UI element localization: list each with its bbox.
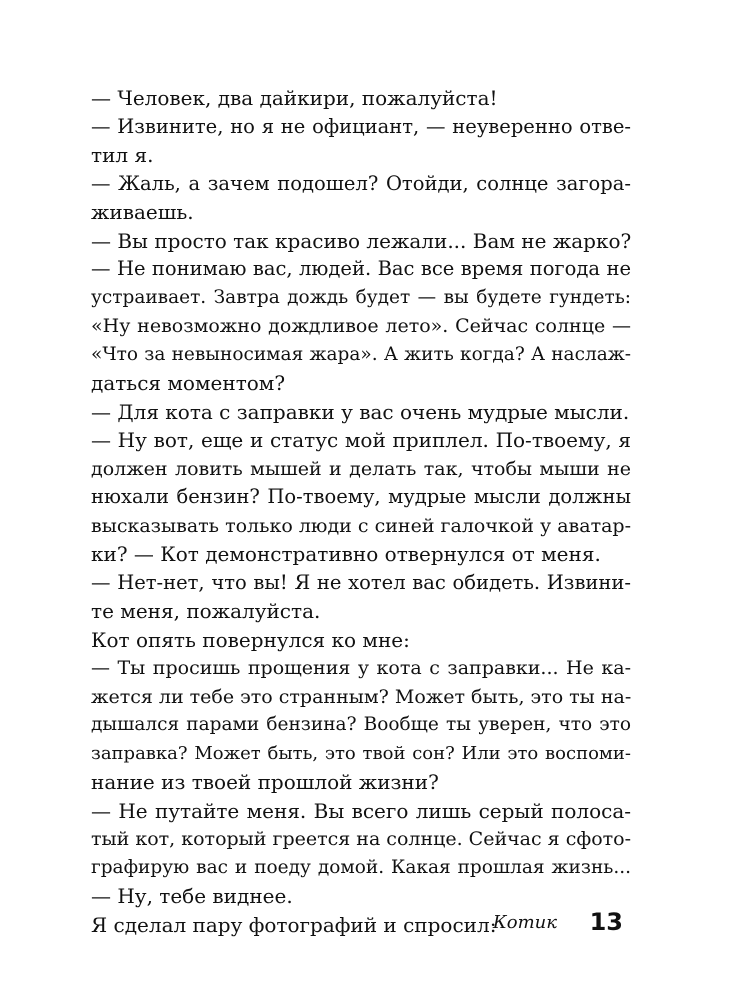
text-line: — Вы просто так красиво лежали... Вам не жарко? bbox=[91, 228, 632, 253]
text-line: устраивает. Завтра дождь будет — вы будете гундеть: bbox=[91, 286, 631, 308]
text-line: — Жаль, а зачем подошел? Отойди, солнце загора- bbox=[91, 171, 631, 195]
text-line: жется ли тебе это странным? Может быть, это ты на- bbox=[91, 685, 632, 708]
text-line: нание из твоей прошлой жизни? bbox=[91, 770, 439, 794]
text-line: должен ловить мышей и делать так, чтобы мыши не bbox=[91, 457, 631, 480]
text-line: — Извините, но я не официант, — неуверенно отве- bbox=[91, 114, 631, 138]
text-line: те меня, пожалуйста. bbox=[91, 599, 321, 623]
text-line: Кот опять повернулся ко мне: bbox=[91, 627, 410, 652]
text-line: «Ну невозможно дождливое лето». Сейчас солнце — bbox=[91, 315, 631, 337]
text-line: — Человек, два дайкири, пожалуйста! bbox=[91, 86, 498, 110]
text-line: даться моментом? bbox=[91, 371, 286, 395]
page-footer bbox=[0, 906, 743, 946]
text-line: тый кот, который греется на солнце. Сейчас я сфото- bbox=[91, 828, 632, 850]
text-line: — Не путайте меня. Вы всего лишь серый полоса- bbox=[91, 798, 631, 823]
running-title: Котик bbox=[492, 912, 557, 933]
body-text bbox=[91, 84, 631, 939]
text-line: — Ну вот, еще и статус мой приплел. По-твоему, я bbox=[91, 428, 631, 452]
text-line: — Не понимаю вас, людей. Вас все время погода не bbox=[91, 257, 631, 280]
text-line: Я сделал пару фотографий и спросил: bbox=[91, 912, 497, 937]
page-number: 13 bbox=[589, 908, 623, 936]
text-line: — Ты просишь прощения у кота с заправки... Не ка- bbox=[91, 657, 631, 679]
text-line: высказывать только люди с синей галочкой у аватар- bbox=[91, 514, 631, 537]
text-line: заправка? Может быть, это твой сон? Или это воспоми- bbox=[91, 742, 631, 764]
text-line: живаешь. bbox=[91, 200, 194, 224]
text-line: графирую вас и поеду домой. Какая прошлая жизнь... bbox=[91, 856, 631, 878]
text-line: «Что за невыносимая жара». А жить когда? А наслаж- bbox=[91, 343, 631, 365]
text-line: дышался парами бензина? Вообще ты уверен, что это bbox=[91, 714, 631, 735]
text-line: — Нет-нет, что вы! Я не хотел вас обидеть. Извини- bbox=[91, 570, 631, 594]
text-line: нюхали бензин? По-твоему, мудрые мысли должны bbox=[91, 485, 631, 508]
text-line: — Для кота с заправки у вас очень мудрые мысли. bbox=[91, 399, 630, 424]
text-line: ки? — Кот демонстративно отвернулся от меня. bbox=[91, 542, 601, 566]
text-line: — Ну, тебе виднее. bbox=[91, 884, 293, 908]
text-line: тил я. bbox=[91, 143, 154, 167]
